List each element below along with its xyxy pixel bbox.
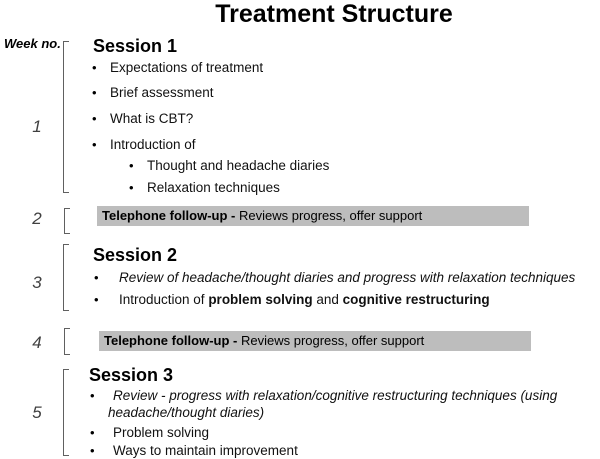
session-3-item: Ways to maintain improvement	[113, 443, 298, 458]
bullet: •	[90, 425, 95, 440]
week-number-3: 3	[32, 273, 42, 292]
session-3-heading: Session 3	[89, 365, 174, 385]
session-3-item: Problem solving	[113, 425, 210, 440]
session-1-subitem: Relaxation techniques	[147, 180, 280, 195]
session-2-item: Review of headache/thought diaries and progress with relaxation techniques	[119, 270, 576, 285]
bullet: •	[92, 60, 97, 75]
cognitive-restructuring-emphasis: cognitive restructuring	[342, 292, 490, 307]
bullet: •	[90, 443, 95, 458]
week-number-4: 4	[32, 333, 42, 352]
telephone-follow-up-bar	[97, 206, 529, 226]
telephone-follow-up-label: Telephone follow-up -	[102, 208, 236, 223]
week-number-2: 2	[32, 209, 42, 228]
session-2-item	[119, 292, 490, 307]
session-1-item: Introduction of	[110, 137, 196, 152]
session-2-item-text: Introduction of	[119, 292, 209, 307]
session-3-item-continued: headache/thought diaries)	[108, 405, 265, 420]
bullet: •	[92, 137, 97, 152]
telephone-follow-up-text: Reviews progress, offer support	[237, 333, 425, 348]
session-2-item-text: and	[312, 292, 343, 307]
session-1-item: What is CBT?	[110, 111, 194, 126]
session-3-item: Review - progress with relaxation/cognitive restructuring techniques (using	[113, 388, 558, 403]
session-1-subitem: Thought and headache diaries	[147, 158, 330, 173]
session-1-item: Brief assessment	[110, 85, 214, 100]
week-4-bracket	[64, 328, 70, 355]
bullet: •	[129, 180, 134, 195]
bullet: •	[129, 158, 134, 173]
bullet: •	[94, 292, 99, 307]
telephone-follow-up-text: Reviews progress, offer support	[235, 208, 423, 223]
session-1-item: Expectations of treatment	[110, 60, 264, 75]
session-2-heading: Session 2	[93, 245, 178, 265]
week-number-1: 1	[32, 117, 42, 136]
week-number-5: 5	[32, 403, 42, 422]
bullet: •	[92, 85, 97, 100]
diagram-title: Treatment Structure	[215, 0, 453, 28]
week-3-bracket	[63, 244, 69, 311]
bullet: •	[92, 111, 97, 126]
week-1-bracket	[63, 41, 69, 193]
week-2-bracket	[64, 208, 70, 234]
bullet: •	[90, 388, 95, 403]
telephone-follow-up-label: Telephone follow-up -	[104, 333, 238, 348]
week-number-header: Week no.	[4, 36, 61, 51]
session-1-heading: Session 1	[93, 36, 178, 56]
week-5-bracket	[63, 369, 69, 456]
bullet: •	[94, 270, 99, 285]
problem-solving-emphasis: problem solving	[208, 292, 313, 307]
telephone-follow-up-bar	[99, 331, 531, 351]
